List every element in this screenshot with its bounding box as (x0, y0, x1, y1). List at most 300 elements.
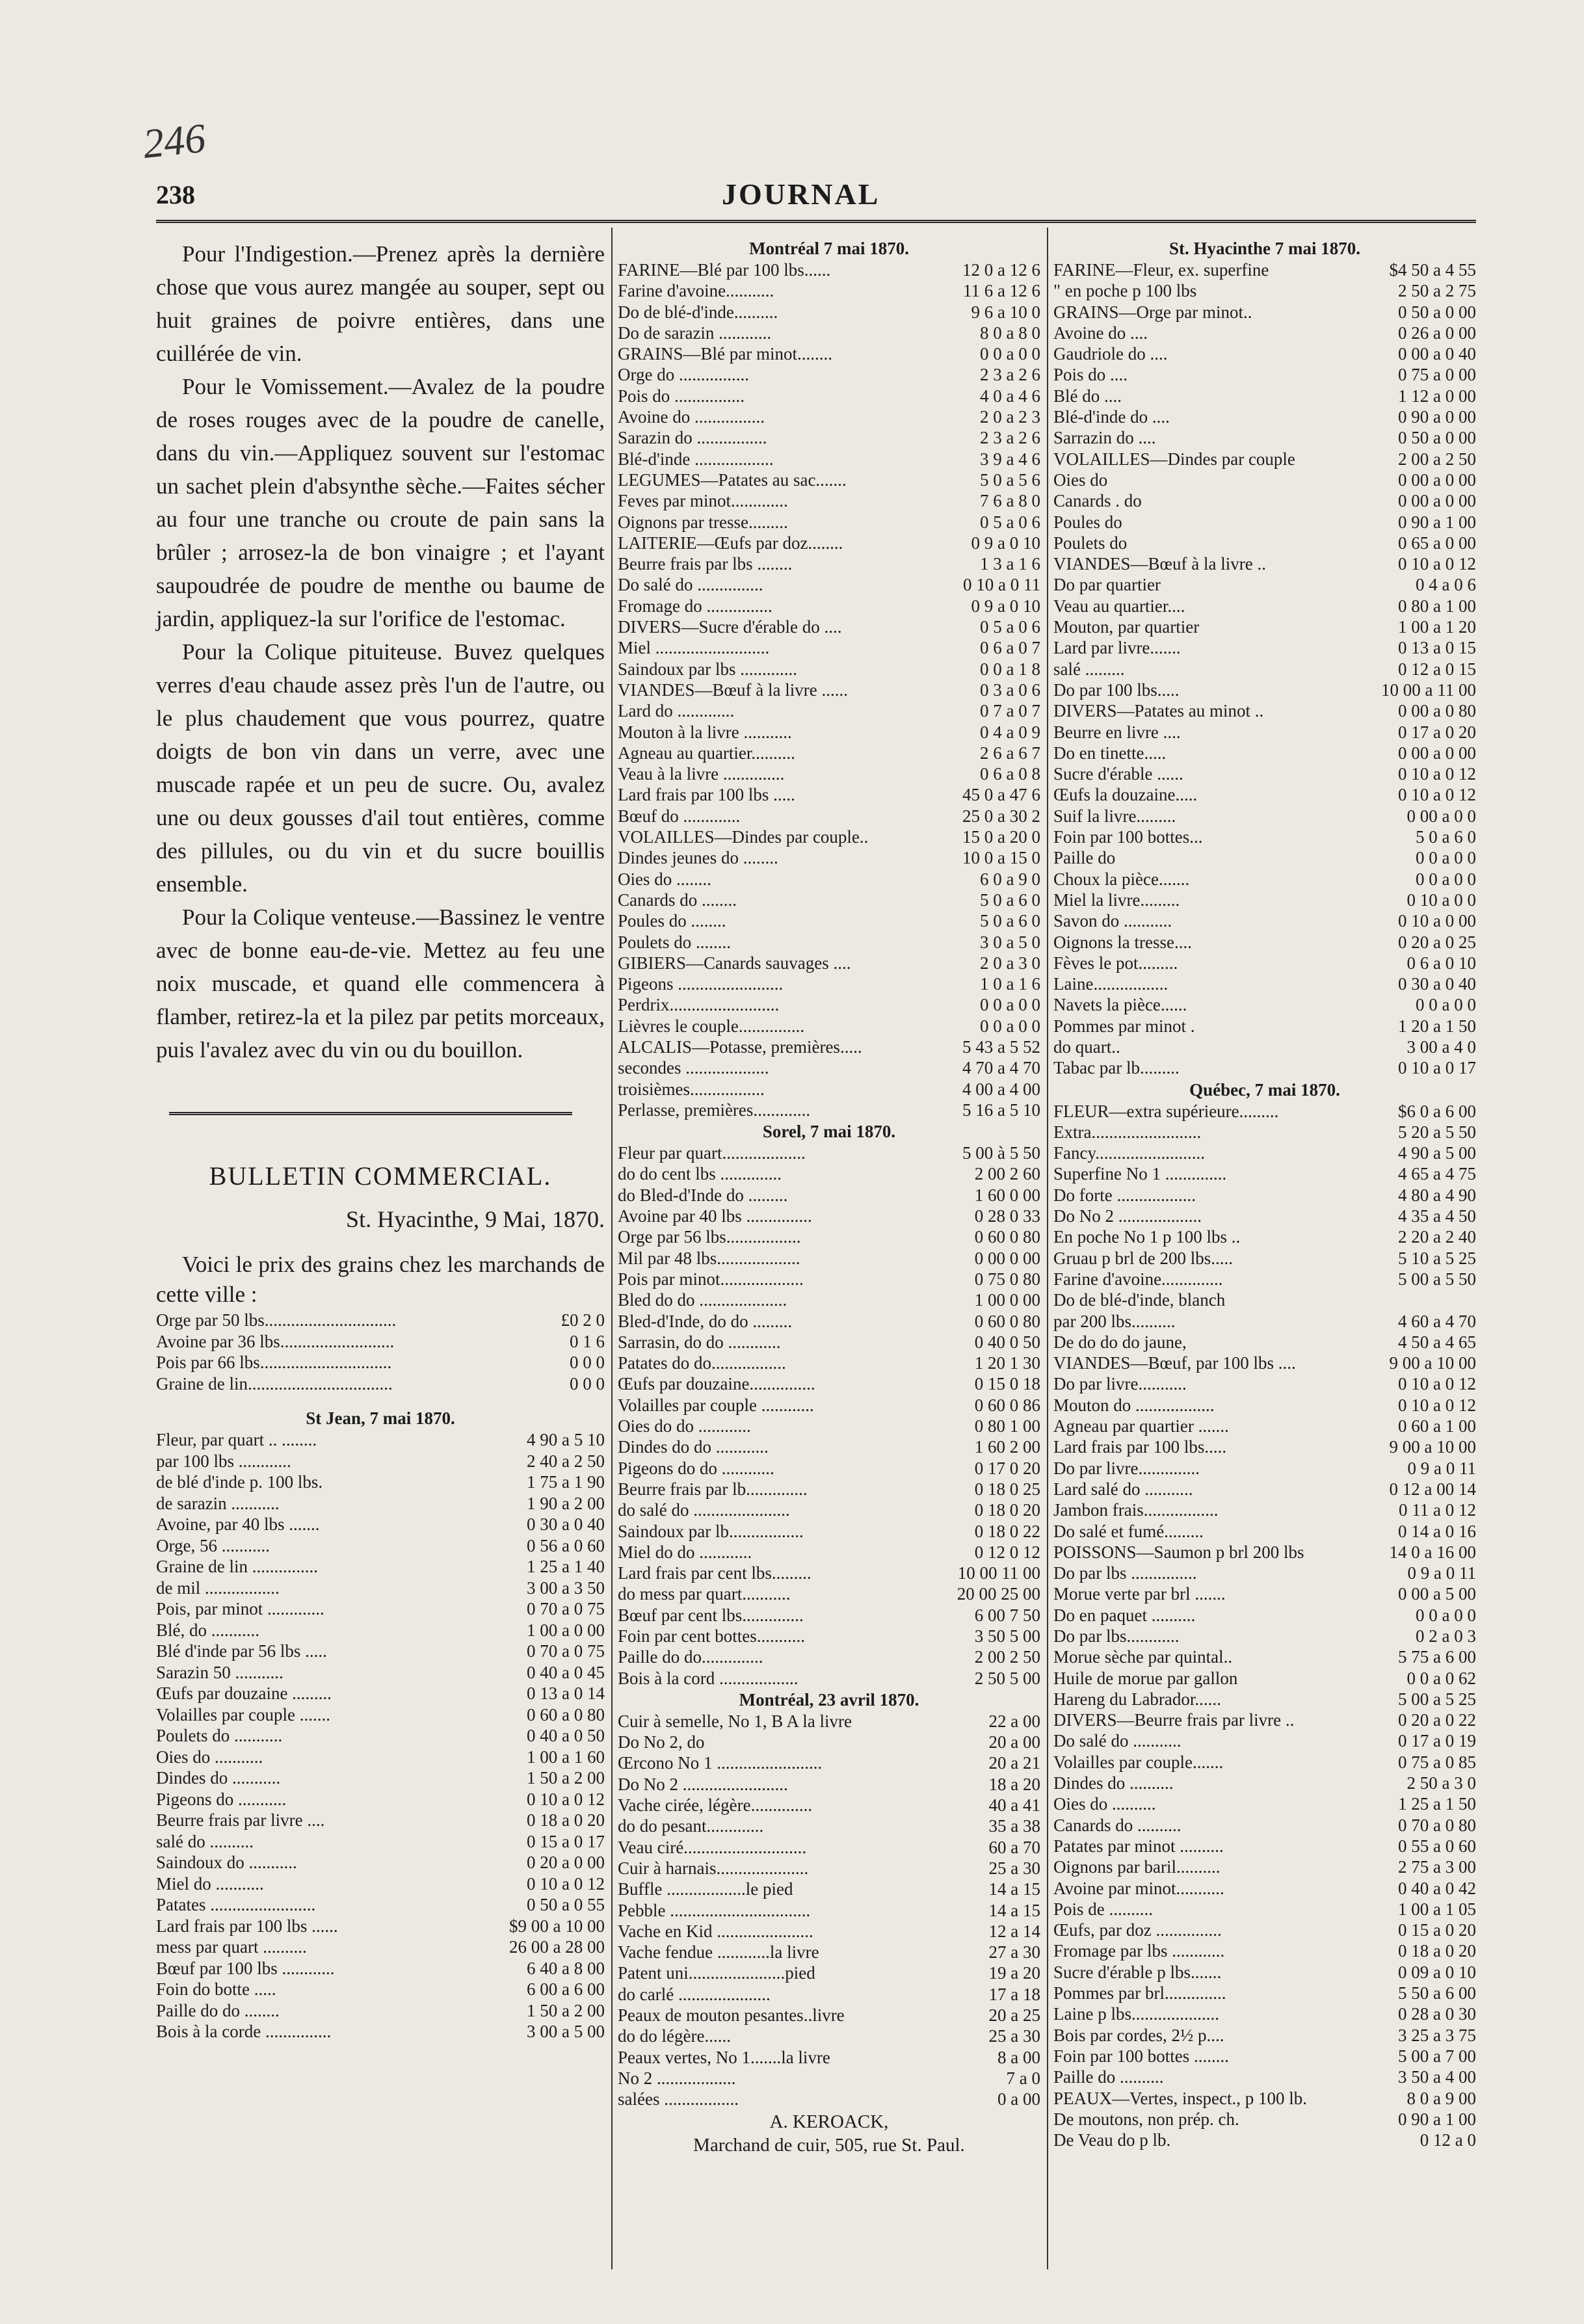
price-item-label: Bled do do .................... (618, 1290, 787, 1310)
price-row (1053, 1583, 1476, 1604)
price-item-label: Patates do do................. (618, 1353, 786, 1373)
price-value: 0 40 a 0 50 (527, 1726, 605, 1745)
price-row (1053, 1163, 1476, 1184)
price-item-label: Fromage do ............... (618, 596, 772, 616)
price-row (1053, 890, 1476, 910)
price-item-label: Oies do (1053, 469, 1108, 490)
price-row (1053, 1499, 1476, 1520)
price-value: 8 a 00 (997, 2047, 1040, 2067)
price-row (1053, 343, 1476, 364)
price-row (618, 973, 1040, 994)
price-row (618, 1732, 1040, 1752)
price-value: 0 80 a 1 00 (1398, 596, 1476, 616)
advertiser-name: A. KEROACK, (769, 2111, 889, 2132)
price-item-label: Lard frais par cent lbs......... (618, 1563, 812, 1583)
price-value: 1 12 a 0 00 (1398, 386, 1476, 406)
price-row (618, 406, 1040, 427)
price-value: 4 80 a 4 90 (1398, 1185, 1476, 1205)
price-value: 6 0 a 9 0 (980, 869, 1040, 889)
price-item-label: Lard frais par 100 lbs ..... (618, 785, 795, 805)
price-item-label: Sucre d'érable p lbs....... (1053, 1962, 1222, 1982)
price-item-label: Miel la livre......... (1053, 890, 1180, 910)
price-row (156, 1916, 605, 1937)
price-value: 2 20 a 2 40 (1398, 1227, 1476, 1247)
price-value: 0 70 a 0 80 (1398, 1815, 1476, 1835)
price-value: 27 a 30 (988, 1942, 1040, 1962)
price-value: 0 10 a 0 12 (527, 1873, 605, 1894)
price-item-label: Blé d'inde par 56 lbs ..... (156, 1641, 327, 1661)
price-item-label: Saindoux par lb................. (618, 1521, 804, 1541)
price-row (618, 1837, 1040, 1858)
bulletin-title: BULLETIN COMMERCIAL. (209, 1161, 552, 1191)
price-value: $4 50 a 4 55 (1389, 260, 1476, 280)
price-item-label: Paille do (1053, 848, 1116, 868)
hyacinthe-grain-table (156, 1310, 605, 1394)
price-row (618, 596, 1040, 616)
price-value: 0 3 a 0 6 (980, 680, 1040, 700)
price-row (618, 427, 1040, 448)
price-item-label: Avoine par 36 lbs.......................... (156, 1331, 395, 1351)
price-value: 0 50 a 0 55 (527, 1895, 605, 1914)
price-item-label: Lièvres le couple............... (618, 1016, 805, 1036)
price-row (618, 553, 1040, 574)
price-row (618, 323, 1040, 343)
price-value: 0 a 00 (997, 2089, 1040, 2109)
paragraph-indigestion: Pour l'Indigestion.—Prenez après la dernière chose que vous aurez mangée au souper, sept ou huit graines de poivre entières, dans une cuillérée de vin. (156, 241, 605, 366)
price-value: 0 09 a 0 10 (1398, 1962, 1476, 1982)
price-row (618, 994, 1040, 1015)
price-item-label: Farine d'avoine.............. (1053, 1269, 1223, 1289)
price-item-label: ALCALIS—Potasse, premières..... (618, 1037, 862, 1057)
price-value: 4 70 a 4 70 (962, 1058, 1040, 1078)
price-value: 8 0 a 8 0 (980, 323, 1040, 343)
handwritten-page-number: 246 (140, 114, 208, 167)
price-value: 12 a 14 (988, 1921, 1040, 1941)
price-row (1053, 1710, 1476, 1730)
price-item-label: secondes ................... (618, 1058, 769, 1078)
price-value: 5 0 a 5 6 (980, 469, 1040, 490)
price-item-label: Do de blé-d'inde, blanch (1053, 1290, 1226, 1310)
price-row (618, 1795, 1040, 1816)
price-row (618, 637, 1040, 658)
price-item-label: do salé do ...................... (618, 1500, 790, 1520)
price-value: 1 75 a 1 90 (527, 1472, 605, 1492)
price-value: 0 30 a 0 40 (1398, 974, 1476, 994)
price-value: 0 0 a 0 0 (980, 995, 1040, 1015)
price-row (1053, 386, 1476, 406)
price-item-label: Bled-d'Inde, do do ......... (618, 1311, 793, 1331)
price-value: 0 10 a 0 12 (1398, 764, 1476, 784)
price-item-label: DIVERS—Beurre frais par livre .. (1053, 1710, 1295, 1730)
price-item-label: Orge do ................ (618, 365, 749, 385)
price-item-label: do mess par quart........... (618, 1584, 791, 1604)
price-value: 0 90 a 1 00 (1398, 2109, 1476, 2129)
price-value: 4 60 a 4 70 (1398, 1311, 1476, 1331)
price-item-label: Foin par 100 bottes... (1053, 827, 1203, 847)
price-value: 0 0 a 0 0 (1416, 1605, 1476, 1625)
price-value: 0 9 a 0 10 (971, 533, 1040, 553)
price-item-label: Foin par cent bottes........... (618, 1626, 805, 1646)
price-value: 0 5 a 0 6 (980, 512, 1040, 532)
price-row (1053, 1436, 1476, 1457)
price-row (1053, 1878, 1476, 1899)
price-row (156, 1958, 605, 1979)
price-row (618, 469, 1040, 490)
price-value: 1 90 a 2 00 (527, 1493, 605, 1513)
price-row (618, 364, 1040, 385)
price-item-label: salé do .......... (156, 1831, 254, 1851)
price-value: 2 75 a 3 00 (1398, 1857, 1476, 1877)
price-row (1053, 1458, 1476, 1479)
price-value: 60 a 70 (988, 1837, 1040, 1857)
price-row (618, 1646, 1040, 1667)
price-row (618, 490, 1040, 511)
price-row (618, 1626, 1040, 1646)
price-value: 0 4 a 0 6 (1416, 575, 1476, 595)
price-row (156, 1894, 605, 1916)
price-row (618, 2089, 1040, 2109)
price-row (618, 280, 1040, 301)
price-item-label: Laine................. (1053, 974, 1168, 994)
price-row (618, 2005, 1040, 2026)
price-item-label: Mouton, par quartier (1053, 617, 1200, 637)
price-value: 0 75 a 0 85 (1398, 1752, 1476, 1772)
price-row (618, 1583, 1040, 1604)
price-row (156, 1578, 605, 1599)
price-value: 8 0 a 9 00 (1406, 2088, 1476, 2108)
price-row (1053, 1289, 1476, 1310)
price-item-label: DIVERS—Sucre d'érable do .... (618, 617, 842, 637)
price-row (618, 1900, 1040, 1921)
price-value: 0 14 a 0 16 (1398, 1521, 1476, 1541)
price-value: 25 a 30 (988, 2026, 1040, 2046)
price-row (1053, 1689, 1476, 1710)
price-item-label: Patates ........................ (156, 1895, 316, 1914)
price-value: 2 0 a 2 3 (980, 407, 1040, 427)
paragraph-colique-venteuse: Pour la Colique venteuse.—Bassinez le ventre avec de bonne eau-de-vie. Mettez au feu une noix muscade, et quand elle commencera à flamber, retirez-la et la pilez par petits morceaux, puis l'avalez avec du vin ou du bouillon. (156, 905, 605, 1063)
price-item-label: Bois à la corde ............... (156, 2022, 332, 2041)
price-row (1053, 1101, 1476, 1122)
price-item-label: Poulets do ........... (156, 1726, 283, 1745)
price-value: 5 00 a 7 00 (1398, 2046, 1476, 2066)
price-value: 0 60 0 80 (974, 1227, 1040, 1247)
price-value: 1 00 0 00 (974, 1290, 1040, 1310)
price-item-label: Savon do ........... (1053, 911, 1172, 931)
price-row (156, 1810, 605, 1831)
price-item-label: Oies do ........ (618, 869, 711, 889)
st-jean-price-table (156, 1429, 605, 2042)
price-value: 0 5 a 0 6 (980, 617, 1040, 637)
price-item-label: Do par quartier (1053, 575, 1161, 595)
price-value: 0 0 0 (570, 1353, 605, 1372)
price-item-label: No 2 .................. (618, 2068, 736, 2088)
header-rule (156, 220, 1476, 223)
price-item-label: Pois do .... (1053, 365, 1128, 385)
price-item-label: Blé do .... (1053, 386, 1122, 406)
price-value: 9 6 a 10 0 (971, 302, 1040, 322)
price-value: 0 13 a 0 15 (1398, 638, 1476, 658)
price-value: 5 16 a 5 10 (962, 1100, 1040, 1120)
price-row (1053, 469, 1476, 490)
price-value: 7 a 0 (1006, 2068, 1040, 2088)
price-item-label: Pois par minot................... (618, 1269, 804, 1289)
price-value: 19 a 20 (988, 1963, 1040, 1983)
hyacinthe-title: St. Hyacinthe 7 mai 1870. (1169, 239, 1360, 258)
price-item-label: Avoine do ................ (618, 407, 765, 427)
price-item-label: Avoine do .... (1053, 323, 1148, 343)
price-row (1053, 1416, 1476, 1436)
price-item-label: do quart.. (1053, 1037, 1120, 1057)
price-row (1053, 700, 1476, 721)
price-item-label: Morue sèche par quintal.. (1053, 1647, 1233, 1667)
price-value: 25 0 a 30 2 (962, 806, 1040, 826)
price-item-label: Canards do ........ (618, 890, 737, 910)
price-item-label: Poules do ........ (618, 911, 726, 931)
price-row (156, 1831, 605, 1853)
price-value: 4 50 a 4 65 (1398, 1332, 1476, 1352)
price-item-label: Blé-d'inde .................. (618, 449, 774, 469)
price-value: 0 0 0 (570, 1373, 605, 1393)
price-item-label: Orge, 56 ........... (156, 1535, 270, 1555)
price-row (618, 2068, 1040, 2089)
price-item-label: Do par 100 lbs..... (1053, 680, 1180, 700)
price-row (156, 2000, 605, 2022)
price-value: 0 17 a 0 19 (1398, 1731, 1476, 1751)
price-value: 0 6 a 0 7 (980, 638, 1040, 658)
price-value: 0 12 a 0 (1419, 2130, 1476, 2150)
price-item-label: GRAINS—Blé par minot........ (618, 344, 832, 364)
price-value: 2 50 a 3 0 (1406, 1773, 1476, 1793)
price-item-label: Laine p lbs.................... (1053, 2004, 1219, 2024)
price-value: 5 00 a 5 25 (1398, 1689, 1476, 1709)
price-value: 1 25 a 1 40 (527, 1557, 605, 1576)
price-row (156, 1979, 605, 2000)
price-item-label: Lard frais par 100 lbs ...... (156, 1916, 338, 1936)
price-item-label: de mil ................. (156, 1578, 280, 1598)
price-item-label: Œufs par douzaine............... (618, 1374, 815, 1394)
price-item-label: Graine de lin................................. (156, 1373, 393, 1393)
price-item-label: Cuir à harnais..................... (618, 1858, 809, 1878)
price-value: 4 90 a 5 00 (1398, 1143, 1476, 1163)
price-item-label: Poulets do ........ (618, 932, 732, 952)
price-row (1053, 1206, 1476, 1226)
price-row (618, 1542, 1040, 1563)
price-row (1053, 1856, 1476, 1877)
price-item-label: Dindes do .......... (1053, 1773, 1174, 1793)
price-value: 1 50 a 2 00 (527, 2000, 605, 2020)
price-value: 0 65 a 0 00 (1398, 533, 1476, 553)
price-value: 3 00 a 4 0 (1406, 1037, 1476, 1057)
price-item-label: FARINE—Fleur, ex. superfine (1053, 260, 1269, 280)
price-row (618, 616, 1040, 637)
price-row (618, 1499, 1040, 1520)
price-row (156, 1373, 605, 1395)
price-item-label: Navets la pièce...... (1053, 995, 1187, 1015)
price-row (1053, 659, 1476, 680)
st-jean-title: St Jean, 7 mai 1870. (306, 1408, 455, 1428)
price-value: 20 a 25 (988, 2005, 1040, 2026)
price-item-label: Sarrazin do .... (1053, 428, 1156, 448)
price-item-label: Beurre frais par livre .... (156, 1810, 325, 1830)
price-item-label: Do en paquet .......... (1053, 1605, 1196, 1625)
price-item-label: Volailles par couple ............ (618, 1395, 814, 1415)
price-row (1053, 869, 1476, 890)
price-item-label: Canards do .......... (1053, 1815, 1181, 1835)
price-value: 0 56 a 0 60 (527, 1535, 605, 1555)
price-item-label: Oies do ........... (156, 1747, 263, 1767)
price-row (1053, 1836, 1476, 1856)
price-item-label: Farine d'avoine........... (618, 281, 774, 301)
price-item-label: Tabac par lb......... (1053, 1058, 1180, 1078)
price-item-label: Do No 2 ........................ (618, 1774, 788, 1794)
price-item-label: Gaudriole do .... (1053, 344, 1168, 364)
price-item-label: Bœuf do ............. (618, 806, 741, 826)
paragraph-colique-pituiteuse: Pour la Colique pituiteuse. Buvez quelques verres d'eau chaude assez près l'un de l'autre, ou le plus chaudement que vous pourrez, quatre doigts de bon vin dans un verre, avec une muscade rapée et un peu de sucre. Ou, avalez une ou deux gousses d'ail tout entières, comme des pillules, ou du vin et du sucre bouillis ensemble. (156, 639, 605, 897)
price-item-label: Do forte .................. (1053, 1185, 1196, 1205)
price-item-label: Perlasse, premières............. (618, 1100, 811, 1120)
price-item-label: Blé-d'inde do .... (1053, 407, 1170, 427)
price-row (1053, 616, 1476, 637)
price-item-label: FLEUR—extra supérieure......... (1053, 1101, 1279, 1121)
price-row (618, 449, 1040, 469)
price-value: 1 60 2 00 (974, 1437, 1040, 1457)
price-value: 1 25 a 1 50 (1398, 1794, 1476, 1814)
price-row (618, 700, 1040, 721)
price-item-label: do Bled-d'Inde do ......... (618, 1185, 788, 1205)
price-row (618, 743, 1040, 763)
price-row (1053, 1016, 1476, 1037)
price-value: 0 17 a 0 20 (1398, 722, 1476, 742)
price-row (618, 1206, 1040, 1226)
price-value: 0 0 a 0 0 (1416, 869, 1476, 889)
price-item-label: Pois par 66 lbs.............................. (156, 1353, 392, 1372)
price-item-label: Orge par 56 lbs................. (618, 1227, 801, 1247)
price-item-label: LAITERIE—Œufs par doz........ (618, 533, 843, 553)
price-row (1053, 364, 1476, 385)
price-item-label: VIANDES—Bœuf à la livre .. (1053, 554, 1266, 574)
column-divider-1 (611, 228, 613, 2269)
price-item-label: Graine de lin ............... (156, 1557, 318, 1576)
price-value: 0 17 0 20 (974, 1458, 1040, 1478)
price-value: 14 a 15 (988, 1879, 1040, 1899)
column-montreal-sorel (618, 237, 1040, 2157)
price-item-label: Miel .......................... (618, 638, 770, 658)
price-value: 6 00 7 50 (974, 1605, 1040, 1625)
price-row (618, 1142, 1040, 1163)
price-item-label: Dindes jeunes do ........ (618, 848, 778, 868)
price-value: 10 00 a 11 00 (1381, 680, 1476, 700)
price-item-label: do do légère...... (618, 2026, 731, 2046)
price-value: 0 11 a 0 12 (1399, 1500, 1476, 1520)
price-value: 0 0 a 0 0 (1416, 848, 1476, 868)
price-value: 4 0 a 4 6 (980, 386, 1040, 406)
price-row (1053, 680, 1476, 700)
price-item-label: Bœuf par 100 lbs ............ (156, 1958, 335, 1978)
price-row (156, 1747, 605, 1768)
price-row (618, 1563, 1040, 1583)
price-value: 45 0 a 47 6 (962, 785, 1040, 805)
price-item-label: Lard par livre....... (1053, 638, 1181, 658)
price-value: 20 a 21 (988, 1753, 1040, 1773)
price-item-label: Sarazin do ................ (618, 428, 767, 448)
price-row (618, 1668, 1040, 1689)
price-row (1053, 323, 1476, 343)
price-value: 9 00 a 10 00 (1389, 1353, 1476, 1373)
price-row (618, 890, 1040, 910)
price-item-label: En poche No 1 p 100 lbs .. (1053, 1227, 1241, 1247)
price-item-label: Volailles par couple....... (1053, 1752, 1224, 1772)
price-item-label: Agneau au quartier.......... (618, 743, 795, 763)
price-value: 5 0 a 6 0 (1416, 827, 1476, 847)
quebec-price-table (1053, 1101, 1476, 2151)
price-row (618, 1248, 1040, 1269)
price-value: 2 00 2 60 (974, 1164, 1040, 1184)
price-value: 0 60 a 0 80 (527, 1704, 605, 1724)
price-item-label: Peaux vertes, No 1.......la livre (618, 2047, 830, 2067)
price-item-label: Œufs, par doz ............... (1053, 1920, 1222, 1940)
price-item-label: do do cent lbs .............. (618, 1164, 782, 1184)
price-value: 18 a 20 (988, 1774, 1040, 1794)
price-value: 5 43 a 5 52 (962, 1037, 1040, 1057)
section-rule (169, 1112, 572, 1115)
price-row (156, 1683, 605, 1704)
price-row (1053, 1962, 1476, 1983)
price-row (1053, 596, 1476, 616)
price-row (618, 1332, 1040, 1353)
price-item-label: Dindes do ........... (156, 1768, 281, 1788)
price-item-label: Fleur par quart................... (618, 1143, 806, 1163)
column-divider-2 (1047, 228, 1048, 2269)
price-item-label: Mouton do .................. (1053, 1395, 1215, 1415)
price-row (1053, 1626, 1476, 1646)
price-row (618, 659, 1040, 680)
price-row (1053, 2025, 1476, 2046)
price-row (618, 1185, 1040, 1206)
price-item-label: Veau ciré............................ (618, 1837, 807, 1857)
price-value: 5 00 a 5 50 (1398, 1269, 1476, 1289)
price-item-label: Avoine par 40 lbs ............... (618, 1206, 812, 1226)
price-value: 0 18 a 0 20 (527, 1810, 605, 1830)
price-row (1053, 826, 1476, 847)
price-row (156, 1514, 605, 1535)
price-value: 0 55 a 0 60 (1398, 1836, 1476, 1856)
price-value: 0 40 a 0 42 (1398, 1878, 1476, 1898)
price-value: 10 0 a 15 0 (962, 848, 1040, 868)
price-value: 6 40 a 8 00 (527, 1958, 605, 1978)
price-row (1053, 574, 1476, 595)
price-value: 5 20 a 5 50 (1398, 1122, 1476, 1142)
price-item-label: " en poche p 100 lbs (1053, 281, 1197, 301)
price-value: 0 4 a 0 9 (980, 722, 1040, 742)
price-value: 3 00 a 5 00 (527, 2022, 605, 2041)
price-item-label: Foin par 100 bottes ........ (1053, 2046, 1229, 2066)
price-row (618, 2047, 1040, 2068)
price-value: 0 10 a 0 12 (527, 1789, 605, 1809)
price-row (618, 1921, 1040, 1942)
price-row (618, 806, 1040, 826)
price-value: 3 00 a 3 50 (527, 1578, 605, 1598)
price-value: 0 10 a 0 12 (1398, 554, 1476, 574)
price-item-label: Œrcono No 1 ........................ (618, 1753, 823, 1773)
price-row (156, 1873, 605, 1895)
price-row (156, 1493, 605, 1514)
price-value: 0 26 a 0 00 (1398, 323, 1476, 343)
price-row (156, 1535, 605, 1557)
price-value: 0 40 0 50 (974, 1332, 1040, 1352)
price-item-label: Pigeons do do ............ (618, 1458, 774, 1478)
price-item-label: Peaux de mouton pesantes..livre (618, 2005, 845, 2026)
price-row (1053, 1646, 1476, 1667)
